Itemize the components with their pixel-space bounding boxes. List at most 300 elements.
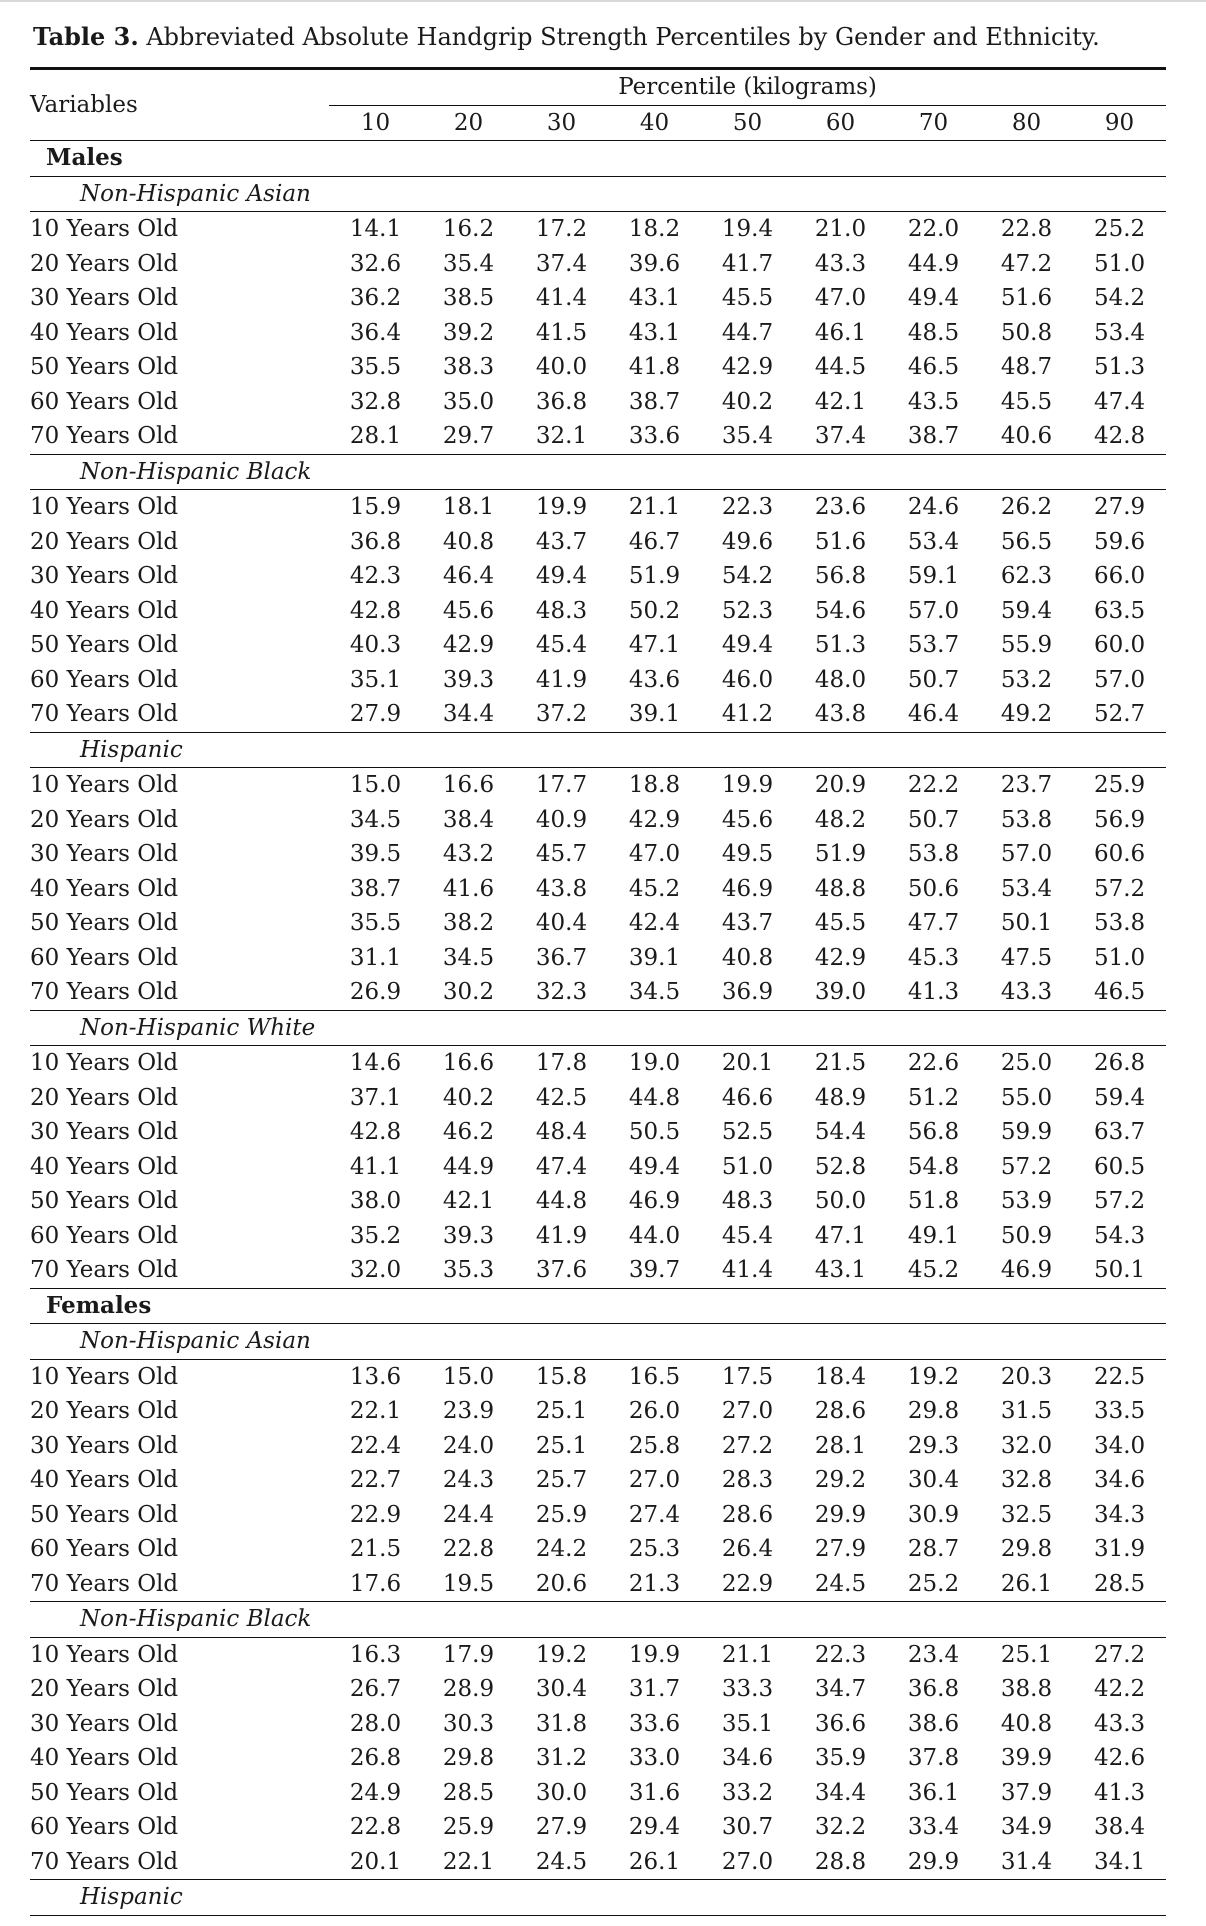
table-row — [30, 1532, 1166, 1567]
percentile-column-header: 70 — [887, 105, 980, 141]
percentile-value-cell: 26.2 — [1000, 494, 1053, 521]
percentile-value-cell: 29.2 — [814, 1467, 867, 1494]
table-row — [30, 1707, 1166, 1742]
age-label: 70 Years Old — [30, 1845, 329, 1880]
percentile-value-cell: 34.4 — [422, 697, 515, 732]
percentile-value-cell: 31.7 — [628, 1676, 681, 1703]
age-label: 30 Years Old — [30, 1710, 179, 1737]
percentile-value-cell: 29.8 — [907, 1398, 960, 1425]
percentile-value-cell: 28.3 — [721, 1467, 774, 1494]
age-label: 40 Years Old — [30, 319, 179, 346]
percentile-value-cell: 53.4 — [1093, 319, 1146, 346]
percentile-value-cell: 32.3 — [515, 975, 608, 1010]
percentile-value-cell: 41.9 — [535, 666, 588, 693]
percentile-value-cell: 21.3 — [608, 1567, 701, 1602]
table-row — [30, 1637, 1166, 1672]
percentile-value-cell: 28.5 — [1073, 1567, 1166, 1602]
percentile-value-cell: 41.1 — [349, 1153, 402, 1180]
percentile-value-cell: 54.6 — [814, 597, 867, 624]
percentile-value-cell: 47.1 — [814, 1222, 867, 1249]
percentile-value-cell: 17.9 — [442, 1641, 495, 1668]
percentile-value-cell: 21.5 — [814, 1050, 867, 1077]
age-label: 50 Years Old — [30, 1501, 179, 1528]
percentile-value-cell: 55.0 — [1000, 1084, 1053, 1111]
percentile-value-cell: 26.4 — [721, 1536, 774, 1563]
percentile-value-cell: 43.6 — [628, 666, 681, 693]
percentile-value-cell: 24.5 — [794, 1567, 887, 1602]
percentile-value-cell: 31.9 — [1093, 1536, 1146, 1563]
percentile-value-cell: 25.1 — [535, 1398, 588, 1425]
percentile-value-cell: 38.0 — [349, 1188, 402, 1215]
percentile-column-header: 30 — [515, 105, 608, 141]
percentile-value-cell: 38.3 — [442, 354, 495, 381]
age-label: 60 Years Old — [30, 944, 179, 971]
percentile-value-cell: 59.1 — [907, 563, 960, 590]
percentile-value-cell: 22.3 — [814, 1641, 867, 1668]
percentile-value-cell: 46.0 — [721, 666, 774, 693]
percentile-value-cell: 34.9 — [1000, 1814, 1053, 1841]
percentile-value-cell: 27.9 — [535, 1814, 588, 1841]
percentile-value-cell: 34.7 — [814, 1676, 867, 1703]
table-caption — [33, 20, 1100, 54]
percentile-value-cell: 40.6 — [980, 419, 1073, 454]
percentile-value-cell: 59.9 — [1000, 1119, 1053, 1146]
gender-label: Males — [30, 141, 1166, 177]
percentile-value-cell: 30.4 — [535, 1676, 588, 1703]
percentile-value-cell: 56.8 — [907, 1119, 960, 1146]
percentile-value-cell: 26.0 — [628, 1398, 681, 1425]
age-label: 60 Years Old — [30, 666, 179, 693]
percentile-value-cell: 47.4 — [535, 1153, 588, 1180]
percentile-value-cell: 36.8 — [907, 1676, 960, 1703]
percentile-value-cell: 39.6 — [628, 250, 681, 277]
percentile-value-cell: 39.2 — [442, 319, 495, 346]
percentile-value-cell: 49.5 — [721, 841, 774, 868]
percentile-value-cell: 32.1 — [515, 419, 608, 454]
percentile-value-cell: 24.6 — [907, 494, 960, 521]
percentile-value-cell: 54.2 — [721, 563, 774, 590]
percentile-value-cell: 24.4 — [442, 1501, 495, 1528]
percentile-value-cell: 28.6 — [814, 1398, 867, 1425]
age-label: 70 Years Old — [30, 419, 329, 454]
ethnicity-row — [30, 1324, 1166, 1360]
age-label: 40 Years Old — [30, 1745, 179, 1772]
percentile-value-cell: 22.2 — [907, 772, 960, 799]
table-row — [30, 837, 1166, 872]
percentile-value-cell: 27.0 — [721, 1398, 774, 1425]
percentile-value-cell: 40.2 — [442, 1084, 495, 1111]
percentile-value-cell: 33.6 — [608, 419, 701, 454]
percentile-value-cell: 44.5 — [814, 354, 867, 381]
ethnicity-row — [30, 176, 1166, 212]
percentile-value-cell: 45.4 — [721, 1222, 774, 1249]
percentile-value-cell: 33.6 — [628, 1710, 681, 1737]
percentile-value-cell: 43.3 — [814, 250, 867, 277]
percentile-value-cell: 45.5 — [1000, 388, 1053, 415]
percentile-value-cell: 43.1 — [628, 319, 681, 346]
percentile-value-cell: 40.8 — [721, 944, 774, 971]
percentile-value-cell: 46.9 — [721, 875, 774, 902]
percentile-value-cell: 35.9 — [814, 1745, 867, 1772]
percentile-column-header: 50 — [701, 105, 794, 141]
age-label: 20 Years Old — [30, 1676, 179, 1703]
percentile-value-cell: 26.8 — [1093, 1050, 1146, 1077]
percentile-value-cell: 57.2 — [1093, 1188, 1146, 1215]
ethnicity-row — [30, 454, 1166, 490]
table-row — [30, 941, 1166, 976]
table-row — [30, 1845, 1166, 1880]
percentile-value-cell: 50.2 — [628, 597, 681, 624]
percentile-value-cell: 27.0 — [628, 1467, 681, 1494]
percentile-value-cell: 23.9 — [442, 1398, 495, 1425]
percentile-value-cell: 22.3 — [721, 494, 774, 521]
percentile-value-cell: 13.6 — [349, 1363, 402, 1390]
percentile-value-cell: 39.0 — [794, 975, 887, 1010]
percentile-value-cell: 39.1 — [628, 944, 681, 971]
percentile-value-cell: 53.2 — [1000, 666, 1053, 693]
percentile-value-cell: 29.8 — [1000, 1536, 1053, 1563]
percentile-value-cell: 42.8 — [349, 597, 402, 624]
percentile-value-cell: 40.8 — [1000, 1710, 1053, 1737]
percentile-value-cell: 40.0 — [535, 354, 588, 381]
percentile-value-cell: 25.8 — [628, 1432, 681, 1459]
percentile-value-cell: 29.3 — [907, 1432, 960, 1459]
percentile-value-cell: 21.5 — [349, 1536, 402, 1563]
table-row — [30, 316, 1166, 351]
percentile-value-cell: 36.7 — [535, 944, 588, 971]
percentile-value-cell: 22.5 — [1093, 1363, 1146, 1390]
percentile-value-cell: 37.6 — [515, 1253, 608, 1288]
percentile-value-cell: 60.0 — [1093, 632, 1146, 659]
percentile-value-cell: 29.9 — [887, 1845, 980, 1880]
percentile-value-cell: 66.0 — [1093, 563, 1146, 590]
table-row — [30, 1359, 1166, 1394]
percentile-value-cell: 40.4 — [535, 910, 588, 937]
percentile-value-cell: 30.2 — [422, 975, 515, 1010]
percentile-value-cell: 46.6 — [721, 1084, 774, 1111]
percentile-value-cell: 26.7 — [349, 1676, 402, 1703]
percentile-value-cell: 56.8 — [814, 563, 867, 590]
table-row — [30, 1115, 1166, 1150]
table-row — [30, 1463, 1166, 1498]
percentile-value-cell: 50.0 — [814, 1188, 867, 1215]
percentile-value-cell: 49.6 — [721, 528, 774, 555]
percentile-value-cell: 42.9 — [442, 632, 495, 659]
percentile-value-cell: 17.5 — [721, 1363, 774, 1390]
percentile-value-cell: 39.1 — [608, 697, 701, 732]
percentile-value-cell: 49.4 — [721, 632, 774, 659]
percentile-value-cell: 25.2 — [1093, 216, 1146, 243]
percentile-value-cell: 39.3 — [442, 1222, 495, 1249]
percentile-value-cell: 41.3 — [887, 975, 980, 1010]
percentile-value-cell: 49.4 — [628, 1153, 681, 1180]
percentile-value-cell: 37.1 — [349, 1084, 402, 1111]
age-label: 20 Years Old — [30, 806, 179, 833]
ethnicity-label: Non-Hispanic Asian — [30, 176, 1166, 212]
table-row — [30, 628, 1166, 663]
percentile-value-cell: 35.1 — [349, 666, 402, 693]
table-row — [30, 1184, 1166, 1219]
percentile-value-cell: 22.0 — [907, 216, 960, 243]
percentile-value-cell: 60.6 — [1093, 841, 1146, 868]
percentile-value-cell: 19.2 — [907, 1363, 960, 1390]
percentile-value-cell: 51.9 — [814, 841, 867, 868]
percentile-value-cell: 29.7 — [422, 419, 515, 454]
percentile-value-cell: 34.4 — [814, 1779, 867, 1806]
percentile-value-cell: 36.8 — [535, 388, 588, 415]
percentile-value-cell: 17.7 — [535, 772, 588, 799]
percentile-value-cell: 48.3 — [535, 597, 588, 624]
percentile-value-cell: 37.8 — [907, 1745, 960, 1772]
percentile-value-cell: 41.5 — [535, 319, 588, 346]
percentile-value-cell: 53.4 — [907, 528, 960, 555]
percentile-value-cell: 19.2 — [535, 1641, 588, 1668]
age-label: 20 Years Old — [30, 1084, 179, 1111]
percentile-value-cell: 35.4 — [701, 419, 794, 454]
percentile-value-cell: 35.1 — [721, 1710, 774, 1737]
table-row — [30, 663, 1166, 698]
age-label: 50 Years Old — [30, 1188, 179, 1215]
age-label: 50 Years Old — [30, 1779, 179, 1806]
age-label: 60 Years Old — [30, 1222, 179, 1249]
handgrip-table — [30, 67, 1166, 1916]
percentile-value-cell: 28.9 — [442, 1676, 495, 1703]
percentile-value-cell: 39.3 — [442, 666, 495, 693]
percentile-value-cell: 54.8 — [907, 1153, 960, 1180]
percentile-value-cell: 43.1 — [628, 285, 681, 312]
percentile-value-cell: 45.5 — [721, 285, 774, 312]
percentile-value-cell: 42.1 — [814, 388, 867, 415]
table-row — [30, 768, 1166, 803]
percentile-value-cell: 31.4 — [980, 1845, 1073, 1880]
percentile-value-cell: 50.8 — [1000, 319, 1053, 346]
percentile-value-cell: 19.0 — [628, 1050, 681, 1077]
percentile-value-cell: 30.3 — [442, 1710, 495, 1737]
age-label: 40 Years Old — [30, 1153, 179, 1180]
percentile-value-cell: 30.4 — [907, 1467, 960, 1494]
percentile-value-cell: 35.5 — [349, 910, 402, 937]
percentile-value-cell: 34.6 — [721, 1745, 774, 1772]
age-label: 30 Years Old — [30, 1119, 179, 1146]
percentile-value-cell: 48.0 — [814, 666, 867, 693]
percentile-value-cell: 25.7 — [535, 1467, 588, 1494]
ethnicity-row — [30, 1010, 1166, 1046]
percentile-value-cell: 50.5 — [628, 1119, 681, 1146]
percentile-value-cell: 45.4 — [535, 632, 588, 659]
percentile-value-cell: 57.2 — [1000, 1153, 1053, 1180]
ethnicity-label: Non-Hispanic Black — [30, 1602, 1166, 1638]
percentile-value-cell: 16.3 — [349, 1641, 402, 1668]
table-row — [30, 872, 1166, 907]
percentile-value-cell: 25.1 — [535, 1432, 588, 1459]
percentile-value-cell: 22.9 — [701, 1567, 794, 1602]
percentile-value-cell: 20.3 — [1000, 1363, 1053, 1390]
percentile-value-cell: 44.8 — [628, 1084, 681, 1111]
age-label: 40 Years Old — [30, 597, 179, 624]
percentile-value-cell: 30.7 — [721, 1814, 774, 1841]
percentile-value-cell: 44.0 — [628, 1222, 681, 1249]
table-row — [30, 1810, 1166, 1845]
percentile-value-cell: 17.6 — [329, 1567, 422, 1602]
table-row — [30, 1253, 1166, 1288]
percentile-value-cell: 42.8 — [1073, 419, 1166, 454]
percentile-value-cell: 25.3 — [628, 1536, 681, 1563]
percentile-value-cell: 56.9 — [1093, 806, 1146, 833]
percentile-value-cell: 19.4 — [721, 216, 774, 243]
percentile-value-cell: 15.8 — [535, 1363, 588, 1390]
percentile-value-cell: 31.2 — [535, 1745, 588, 1772]
percentile-value-cell: 46.7 — [628, 528, 681, 555]
percentile-value-cell: 44.9 — [442, 1153, 495, 1180]
percentile-value-cell: 20.1 — [329, 1845, 422, 1880]
percentile-value-cell: 33.0 — [628, 1745, 681, 1772]
percentile-value-cell: 14.6 — [349, 1050, 402, 1077]
percentile-value-cell: 16.6 — [442, 772, 495, 799]
percentile-value-cell: 28.5 — [442, 1779, 495, 1806]
percentile-value-cell: 45.6 — [721, 806, 774, 833]
percentile-value-cell: 28.6 — [721, 1501, 774, 1528]
percentile-value-cell: 51.0 — [1093, 944, 1146, 971]
percentile-value-cell: 48.7 — [1000, 354, 1053, 381]
percentile-value-cell: 46.5 — [907, 354, 960, 381]
percentile-value-cell: 32.6 — [349, 250, 402, 277]
table-row — [30, 525, 1166, 560]
percentile-value-cell: 45.3 — [907, 944, 960, 971]
percentile-value-cell: 23.4 — [907, 1641, 960, 1668]
percentile-value-cell: 43.7 — [721, 910, 774, 937]
percentile-value-cell: 63.7 — [1093, 1119, 1146, 1146]
gender-row — [30, 1288, 1166, 1324]
percentile-value-cell: 60.5 — [1093, 1153, 1146, 1180]
percentile-value-cell: 47.7 — [907, 910, 960, 937]
percentile-value-cell: 34.5 — [608, 975, 701, 1010]
percentile-value-cell: 46.2 — [442, 1119, 495, 1146]
percentile-value-cell: 33.3 — [721, 1676, 774, 1703]
percentile-column-header: 60 — [794, 105, 887, 141]
percentile-value-cell: 30.9 — [907, 1501, 960, 1528]
percentile-value-cell: 48.2 — [814, 806, 867, 833]
percentile-value-cell: 28.7 — [907, 1536, 960, 1563]
percentile-value-cell: 41.4 — [701, 1253, 794, 1288]
percentile-value-cell: 50.7 — [907, 806, 960, 833]
percentile-value-cell: 27.4 — [628, 1501, 681, 1528]
percentile-column-header: 10 — [329, 105, 422, 141]
percentile-value-cell: 24.3 — [442, 1467, 495, 1494]
ethnicity-label: Non-Hispanic Asian — [30, 1324, 1166, 1360]
percentile-value-cell: 25.0 — [1000, 1050, 1053, 1077]
table-row — [30, 1394, 1166, 1429]
percentile-value-cell: 37.4 — [794, 419, 887, 454]
percentile-value-cell: 36.2 — [349, 285, 402, 312]
table-row — [30, 1046, 1166, 1081]
percentile-value-cell: 46.4 — [887, 697, 980, 732]
percentile-value-cell: 48.3 — [721, 1188, 774, 1215]
percentile-value-cell: 35.4 — [442, 250, 495, 277]
percentile-value-cell: 32.0 — [329, 1253, 422, 1288]
age-label: 70 Years Old — [30, 1567, 329, 1602]
percentile-value-cell: 28.0 — [349, 1710, 402, 1737]
table-row — [30, 212, 1166, 247]
percentile-value-cell: 53.4 — [1000, 875, 1053, 902]
percentile-value-cell: 39.7 — [608, 1253, 701, 1288]
percentile-value-cell: 18.4 — [814, 1363, 867, 1390]
percentile-value-cell: 31.5 — [1000, 1398, 1053, 1425]
percentile-value-cell: 21.1 — [721, 1641, 774, 1668]
percentile-value-cell: 16.5 — [628, 1363, 681, 1390]
percentile-value-cell: 18.2 — [628, 216, 681, 243]
percentile-value-cell: 45.2 — [628, 875, 681, 902]
age-label: 60 Years Old — [30, 388, 179, 415]
percentile-value-cell: 42.9 — [721, 354, 774, 381]
percentile-value-cell: 28.1 — [814, 1432, 867, 1459]
percentile-value-cell: 28.1 — [329, 419, 422, 454]
percentile-value-cell: 42.1 — [442, 1188, 495, 1215]
percentile-value-cell: 49.1 — [907, 1222, 960, 1249]
percentile-value-cell: 52.5 — [721, 1119, 774, 1146]
percentile-value-cell: 47.5 — [1000, 944, 1053, 971]
ethnicity-row — [30, 1602, 1166, 1638]
percentile-value-cell: 35.5 — [349, 354, 402, 381]
age-label: 10 Years Old — [30, 772, 179, 799]
table-row — [30, 490, 1166, 525]
percentile-value-cell: 38.2 — [442, 910, 495, 937]
table-body — [30, 141, 1166, 1916]
percentile-value-cell: 47.4 — [1093, 388, 1146, 415]
percentile-value-cell: 22.8 — [349, 1814, 402, 1841]
percentile-value-cell: 49.4 — [535, 563, 588, 590]
percentile-value-cell: 46.1 — [814, 319, 867, 346]
percentile-value-cell: 59.4 — [1000, 597, 1053, 624]
age-label: 10 Years Old — [30, 216, 179, 243]
table-row — [30, 975, 1166, 1010]
percentile-value-cell: 27.9 — [814, 1536, 867, 1563]
percentile-value-cell: 15.0 — [349, 772, 402, 799]
percentile-value-cell: 62.3 — [1000, 563, 1053, 590]
percentile-value-cell: 45.2 — [887, 1253, 980, 1288]
percentile-value-cell: 46.5 — [1073, 975, 1166, 1010]
percentile-value-cell: 26.1 — [980, 1567, 1073, 1602]
age-label: 30 Years Old — [30, 563, 179, 590]
percentile-value-cell: 42.8 — [349, 1119, 402, 1146]
percentile-value-cell: 22.8 — [442, 1536, 495, 1563]
percentile-value-cell: 48.9 — [814, 1084, 867, 1111]
percentile-value-cell: 22.1 — [422, 1845, 515, 1880]
percentile-value-cell: 41.2 — [701, 697, 794, 732]
percentile-value-cell: 30.0 — [535, 1779, 588, 1806]
percentile-value-cell: 19.9 — [535, 494, 588, 521]
percentile-value-cell: 39.9 — [1000, 1745, 1053, 1772]
percentile-value-cell: 42.6 — [1093, 1745, 1146, 1772]
percentile-value-cell: 50.1 — [1000, 910, 1053, 937]
percentile-value-cell: 42.5 — [535, 1084, 588, 1111]
percentile-value-cell: 34.0 — [1093, 1432, 1146, 1459]
percentile-value-cell: 49.2 — [980, 697, 1073, 732]
percentile-value-cell: 25.9 — [535, 1501, 588, 1528]
percentile-value-cell: 34.5 — [442, 944, 495, 971]
percentile-value-cell: 39.5 — [349, 841, 402, 868]
percentile-value-cell: 45.7 — [535, 841, 588, 868]
percentile-value-cell: 50.9 — [1000, 1222, 1053, 1249]
percentile-header: Percentile (kilograms) — [329, 69, 1166, 106]
percentile-value-cell: 31.1 — [349, 944, 402, 971]
caption-label: Table 3. — [33, 22, 139, 51]
percentile-value-cell: 35.2 — [349, 1222, 402, 1249]
ethnicity-row — [30, 1880, 1166, 1916]
percentile-value-cell: 59.4 — [1093, 1084, 1146, 1111]
percentile-value-cell: 37.2 — [515, 697, 608, 732]
ethnicity-row — [30, 732, 1166, 768]
percentile-value-cell: 25.2 — [887, 1567, 980, 1602]
